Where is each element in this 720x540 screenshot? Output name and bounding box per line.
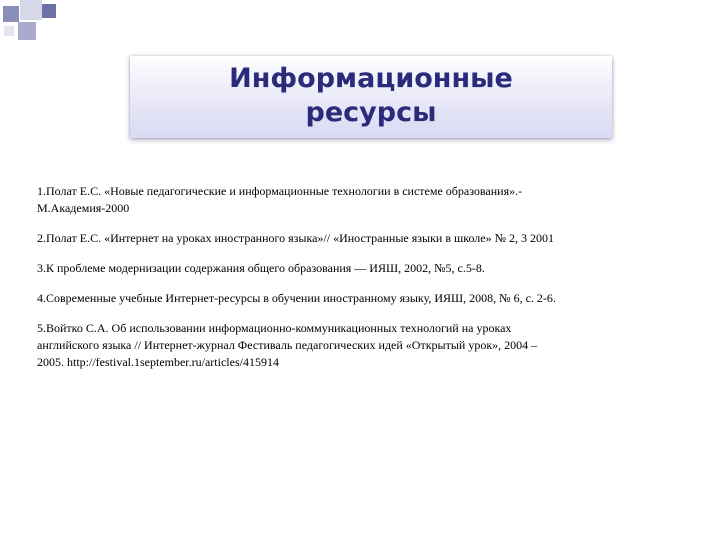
deco-square: [3, 6, 19, 22]
title-line-1: Информационные: [229, 63, 513, 94]
deco-square: [20, 0, 42, 20]
title-line-2: ресурсы: [305, 97, 437, 128]
reference-line: 2005. http://festival.1september.ru/articles/415914: [37, 355, 279, 369]
reference-item-1: [37, 183, 697, 217]
reference-item-5: [37, 320, 697, 371]
reference-line: 4.Современные учебные Интернет-ресурсы в обучении иностранному языку, ИЯШ, 2008, № 6, с. 2-6.: [37, 291, 556, 305]
deco-square: [4, 26, 14, 36]
reference-item-4: [37, 290, 697, 307]
reference-line: 5.Войтко С.А. Об использовании информационно-коммуникационных технологий на уроках: [37, 321, 512, 335]
title-banner: [130, 56, 612, 138]
reference-line: 3.К проблеме модернизации содержания общего образования — ИЯШ, 2002, №5, с.5-8.: [37, 261, 485, 275]
reference-line: 2.Полат Е.С. «Интернет на уроках иностранного языка»// «Иностранные языки в школе» № 2, 3 2001: [37, 231, 555, 245]
reference-item-3: [37, 260, 697, 277]
reference-line: английского языка // Интернет-журнал Фестиваль педагогических идей «Открытый урок», 2004 –: [37, 338, 538, 352]
deco-square: [18, 22, 36, 40]
deco-square: [42, 4, 56, 18]
references-list: [37, 183, 697, 384]
corner-decoration: [0, 0, 64, 48]
reference-line: 1.Полат Е.С. «Новые педагогические и информационные технологии в системе образования».-: [37, 184, 523, 198]
reference-line: М.Академия-2000: [37, 201, 130, 215]
slide-title: [130, 56, 612, 130]
reference-item-2: [37, 230, 697, 247]
